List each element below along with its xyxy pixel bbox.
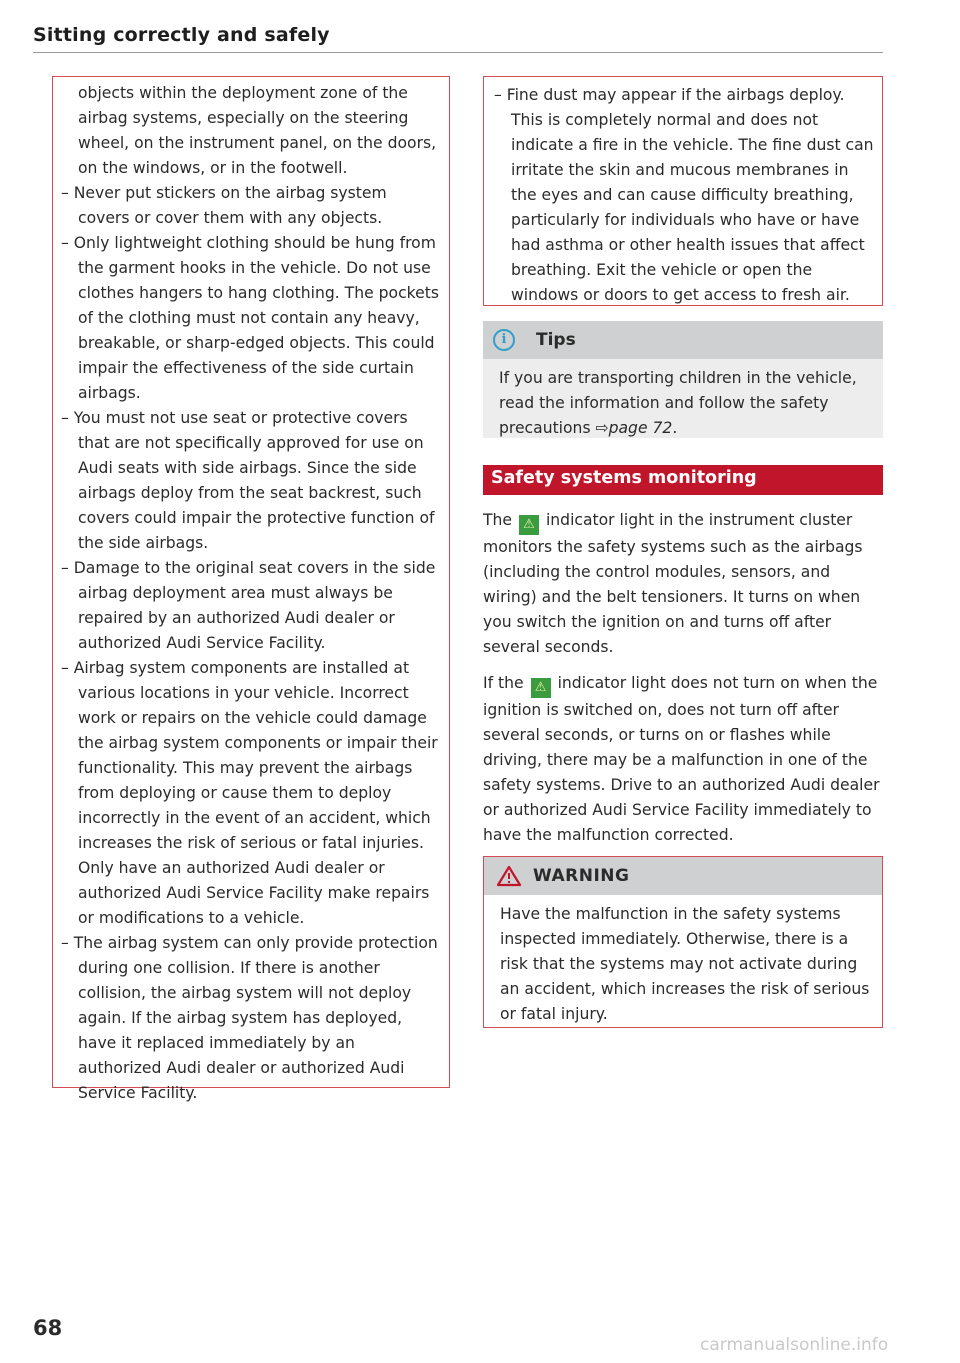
list-item: – Only lightweight clothing should be hung from the garment hooks in the vehicle. Do not use clothes hangers to hang clothing. The pockets of the clothing must not contain any heavy, breakable, or sharp-edged objects. This could impair the effectiveness of the side curtain airbags. xyxy=(61,234,439,402)
list-item: – Never put stickers on the airbag system covers or cover them with any objects. xyxy=(61,184,387,227)
warning-box xyxy=(483,856,883,1028)
section-heading xyxy=(483,465,883,495)
warning-text: Have the malfunction in the safety systems inspected immediately. Otherwise, there is a risk that the systems may not activate during an accident, which increases the risk of serious or fatal injury. xyxy=(500,905,870,1023)
list-item: – The airbag system can only provide protection during one collision. If there is another collision, the airbag system will not deploy again. If the airbag system has deployed, have it replaced immediately by an authorized Audi dealer or authorized Audi Service Facility. xyxy=(61,934,438,1102)
paragraph: The ⚠ indicator light in the instrument cluster monitors the safety systems such as the airbags (including the control modules, sensors, and wiring) and the belt tensioners. It turns on when you switch the ignition on and turns off after several seconds. xyxy=(483,511,863,656)
tips-body xyxy=(499,366,875,441)
paragraph: If the ⚠ indicator light does not turn on when the ignition is switched on, does not turn off after several seconds, or turns on or flashes while driving, there may be a malfunction in one of the safety systems. Drive to an authorized Audi dealer or authorized Audi Service Facility immediately to have the malfunction corrected. xyxy=(483,674,880,844)
list-item: – Airbag system components are installed at various locations in your vehicle. Incorrect work or repairs on the vehicle could damage the airbag system components or impair their functionality. This may prevent the airbags from deploying or cause them to deploy incorrectly in the event of an accident, which increases the risk of serious or fatal injuries. Only have an authorized Audi dealer or authorized Audi Service Facility make repairs or modifications to a vehicle. xyxy=(61,659,438,927)
section-body xyxy=(483,508,883,859)
warning-title: WARNING xyxy=(533,866,630,886)
page-title: Sitting correctly and safely xyxy=(33,24,330,46)
left-caution-box xyxy=(52,76,450,1102)
watermark: carmanualsonline.info xyxy=(700,1335,889,1355)
header-divider xyxy=(33,52,883,53)
right-caution-box xyxy=(483,76,883,306)
list-item: – Damage to the original seat covers in the side airbag deployment area must always be repaired by an authorized Audi dealer or authorized Audi Service Facility. xyxy=(61,559,436,652)
warning-body xyxy=(500,902,874,1027)
warning-triangle-icon xyxy=(496,865,522,887)
warning-header xyxy=(484,857,882,895)
left-intro-text: objects within the deployment zone of the airbag systems, especially on the steering wheel, on the instrument panel, on the doors, on the windows, or in the footwell. xyxy=(78,84,437,177)
page-number: 68 xyxy=(33,1316,63,1340)
page-reference-link[interactable]: page 72 xyxy=(608,419,673,437)
airbag-indicator-icon: ⚠ xyxy=(519,515,539,535)
airbag-indicator-icon: ⚠ xyxy=(531,678,551,698)
tips-box xyxy=(483,321,883,438)
tips-title: Tips xyxy=(536,330,576,350)
tips-header xyxy=(483,321,883,359)
info-icon: i xyxy=(493,329,515,351)
list-item: – You must not use seat or protective covers that are not specifically approved for use on Audi seats with side airbags. Since the side airbags deploy from the seat backrest, such covers could impair the protective function of the side airbags. xyxy=(61,409,435,552)
tips-text: If you are transporting children in the vehicle, read the information and follow the safety precautions ⇨page 72. xyxy=(499,369,857,437)
section-title: Safety systems monitoring xyxy=(491,468,757,488)
list-item: – Fine dust may appear if the airbags deploy. This is completely normal and does not indicate a fire in the vehicle. The fine dust can irritate the skin and mucous membranes in the eyes and can cause difficulty breathing, particularly for individuals who have or have had asthma or other health issues that affect breathing. Exit the vehicle or open the windows or doors to get access to fresh air. xyxy=(494,86,874,304)
